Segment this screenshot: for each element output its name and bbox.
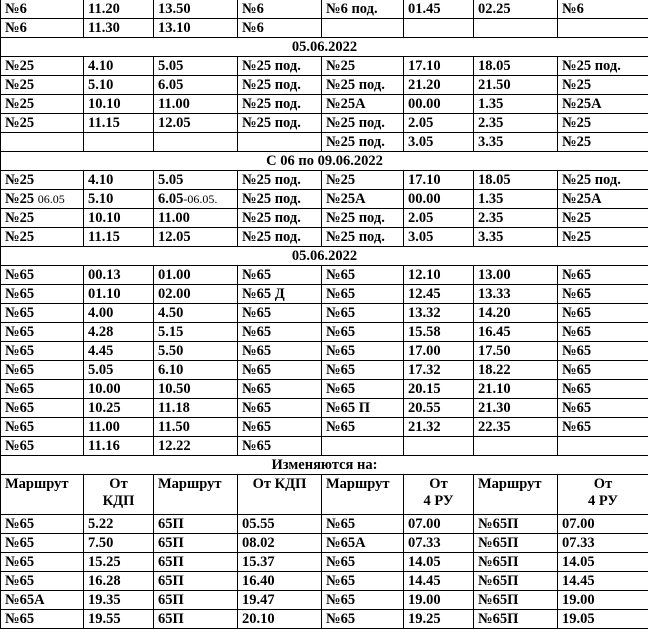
table-cell: 17.32 xyxy=(404,361,474,380)
table-cell: 13.50 xyxy=(154,0,238,19)
table-cell: 18.22 xyxy=(474,361,558,380)
table-cell: №65 xyxy=(322,572,404,591)
table-cell xyxy=(322,437,404,456)
table-cell: №25 под. xyxy=(322,228,404,247)
table-cell: №65П xyxy=(474,553,558,572)
table-cell: №6 xyxy=(238,0,322,19)
section-title: 05.06.2022 xyxy=(1,247,648,266)
table-cell: №65 xyxy=(558,266,648,285)
table-cell: №25 xyxy=(1,228,84,247)
table-cell: №25 под. xyxy=(238,95,322,114)
table-cell: 16.40 xyxy=(238,572,322,591)
table-cell: 65П xyxy=(154,591,238,610)
table-cell: №25 xyxy=(558,228,648,247)
table-row xyxy=(1,610,648,629)
table-cell: №65 xyxy=(1,418,84,437)
table-cell: №65 xyxy=(1,515,84,534)
table-row xyxy=(1,133,648,152)
table-cell: 22.35 xyxy=(474,418,558,437)
table-cell: 11.18 xyxy=(154,399,238,418)
table-cell: 01.45 xyxy=(404,0,474,19)
table-row xyxy=(1,228,648,247)
table-cell: 65П xyxy=(154,534,238,553)
table-cell: №25 xyxy=(558,114,648,133)
table-cell: №25 xyxy=(1,95,84,114)
table-cell: 10.10 xyxy=(84,95,154,114)
table-cell xyxy=(558,437,648,456)
table-cell: №65П xyxy=(474,572,558,591)
section-title: С 06 по 09.06.2022 xyxy=(1,152,648,171)
table-row xyxy=(1,0,648,19)
table-cell: 12.45 xyxy=(404,285,474,304)
table-cell: №65 xyxy=(238,361,322,380)
table-cell: 07.33 xyxy=(404,534,474,553)
arrival-note: -06.05. xyxy=(183,192,218,206)
table-cell: №65 xyxy=(558,304,648,323)
table-cell: 6.05-06.05. xyxy=(154,190,238,209)
table-cell: 11.16 xyxy=(84,437,154,456)
table-cell: №65 xyxy=(558,399,648,418)
column-header-from-4ru: От 4 РУ xyxy=(558,475,648,515)
table-cell: 15.25 xyxy=(84,553,154,572)
table-row xyxy=(1,209,648,228)
table-cell: 11.00 xyxy=(84,418,154,437)
table-cell: №25А xyxy=(558,190,648,209)
table-cell: №65П xyxy=(474,515,558,534)
table-cell xyxy=(474,19,558,38)
table-cell: №65 xyxy=(1,285,84,304)
table-cell: №65 xyxy=(322,323,404,342)
table-cell: 20.10 xyxy=(238,610,322,629)
table-row xyxy=(1,553,648,572)
table-cell: 18.05 xyxy=(474,171,558,190)
table-cell: 07.00 xyxy=(404,515,474,534)
table-cell: 5.15 xyxy=(154,323,238,342)
table-cell: 5.50 xyxy=(154,342,238,361)
table-cell: 17.00 xyxy=(404,342,474,361)
table-cell: №65 xyxy=(1,380,84,399)
table-cell: №65 xyxy=(322,361,404,380)
table-cell: №65 xyxy=(322,553,404,572)
table-cell: 13.00 xyxy=(474,266,558,285)
table-cell: 19.55 xyxy=(84,610,154,629)
table-header-row xyxy=(1,475,648,515)
table-row xyxy=(1,572,648,591)
table-cell: №25 06.05 xyxy=(1,190,84,209)
table-cell: №25 под. xyxy=(238,76,322,95)
table-cell: 65П xyxy=(154,610,238,629)
table-cell: №65 xyxy=(558,342,648,361)
table-cell: 19.05 xyxy=(558,610,648,629)
table-cell: №65 xyxy=(558,418,648,437)
table-cell: 5.05 xyxy=(84,361,154,380)
table-cell: №65 xyxy=(1,572,84,591)
table-cell: №25 под. xyxy=(558,171,648,190)
table-cell: 5.22 xyxy=(84,515,154,534)
table-cell: 4.00 xyxy=(84,304,154,323)
table-cell: 3.35 xyxy=(474,133,558,152)
table-cell: 3.35 xyxy=(474,228,558,247)
table-cell xyxy=(404,19,474,38)
table-cell: №25 xyxy=(322,171,404,190)
table-row xyxy=(1,418,648,437)
table-cell: №65 Д xyxy=(238,285,322,304)
table-cell: №65 xyxy=(1,553,84,572)
column-header-route: Маршрут xyxy=(154,475,238,515)
schedule-body xyxy=(1,0,648,629)
table-cell: №65П xyxy=(474,610,558,629)
table-cell: №6 xyxy=(1,0,84,19)
table-cell: 7.50 xyxy=(84,534,154,553)
table-cell: №65 xyxy=(1,342,84,361)
table-cell: №6 xyxy=(238,19,322,38)
table-cell: №65А xyxy=(322,534,404,553)
table-cell: №25 под. xyxy=(238,228,322,247)
table-cell: 14.45 xyxy=(404,572,474,591)
table-cell: №65 xyxy=(558,285,648,304)
table-cell: №6 xyxy=(1,19,84,38)
table-cell: №65 xyxy=(238,399,322,418)
table-cell: 11.50 xyxy=(154,418,238,437)
table-cell: №65 xyxy=(1,304,84,323)
table-cell: 11.15 xyxy=(84,228,154,247)
table-cell: 14.05 xyxy=(558,553,648,572)
table-cell: №65 xyxy=(322,591,404,610)
table-cell: №65 xyxy=(238,418,322,437)
table-row xyxy=(1,19,648,38)
table-cell: 00.00 xyxy=(404,190,474,209)
table-cell: 12.10 xyxy=(404,266,474,285)
table-cell: 5.05 xyxy=(154,57,238,76)
table-cell: 10.25 xyxy=(84,399,154,418)
table-cell: №65 xyxy=(322,266,404,285)
table-row xyxy=(1,323,648,342)
table-cell: 2.05 xyxy=(404,114,474,133)
table-cell: 4.28 xyxy=(84,323,154,342)
table-row xyxy=(1,266,648,285)
table-cell: 21.50 xyxy=(474,76,558,95)
table-cell: 15.58 xyxy=(404,323,474,342)
table-cell: 02.25 xyxy=(474,0,558,19)
table-cell: №25 под. xyxy=(558,57,648,76)
table-cell: 3.05 xyxy=(404,228,474,247)
table-cell: №25 под. xyxy=(322,76,404,95)
table-row xyxy=(1,190,648,209)
table-row xyxy=(1,515,648,534)
table-cell: №65 xyxy=(238,342,322,361)
table-cell: №65 xyxy=(1,610,84,629)
table-cell: 11.00 xyxy=(154,209,238,228)
table-cell: 21.32 xyxy=(404,418,474,437)
table-cell: 13.32 xyxy=(404,304,474,323)
column-header-route: Маршрут xyxy=(474,475,558,515)
table-cell: №65 xyxy=(1,323,84,342)
table-cell: 15.37 xyxy=(238,553,322,572)
table-cell: №25 под. xyxy=(238,57,322,76)
table-cell: 21.20 xyxy=(404,76,474,95)
table-cell: 19.25 xyxy=(404,610,474,629)
table-cell xyxy=(154,133,238,152)
table-cell: №25 xyxy=(558,133,648,152)
table-cell: 2.35 xyxy=(474,209,558,228)
table-cell: №65 xyxy=(1,534,84,553)
table-cell: 21.10 xyxy=(474,380,558,399)
table-cell: 4.10 xyxy=(84,57,154,76)
table-cell: 12.05 xyxy=(154,228,238,247)
table-cell: 17.50 xyxy=(474,342,558,361)
table-row xyxy=(1,114,648,133)
route-note: 06.05 xyxy=(37,192,65,206)
table-row xyxy=(1,399,648,418)
table-row xyxy=(1,380,648,399)
table-cell xyxy=(474,437,558,456)
table-cell: №65 xyxy=(1,437,84,456)
table-cell: 21.30 xyxy=(474,399,558,418)
table-cell: 20.15 xyxy=(404,380,474,399)
table-cell: №65 xyxy=(322,285,404,304)
table-cell: №25 под. xyxy=(238,209,322,228)
table-cell: №65 xyxy=(322,342,404,361)
table-cell: №65 П xyxy=(322,399,404,418)
table-cell xyxy=(84,133,154,152)
table-cell: 6.05 xyxy=(154,76,238,95)
table-cell: №65 xyxy=(322,610,404,629)
table-row xyxy=(1,342,648,361)
table-cell xyxy=(1,133,84,152)
table-cell: 00.00 xyxy=(404,95,474,114)
table-cell: 4.10 xyxy=(84,171,154,190)
table-cell: №65 xyxy=(238,380,322,399)
table-cell: №6 xyxy=(558,0,648,19)
table-cell: 02.00 xyxy=(154,285,238,304)
table-cell: 1.35 xyxy=(474,95,558,114)
table-cell: 5.10 xyxy=(84,190,154,209)
table-cell: №25 xyxy=(1,57,84,76)
table-cell: №25 xyxy=(558,76,648,95)
table-cell xyxy=(238,133,322,152)
table-cell: 4.50 xyxy=(154,304,238,323)
table-cell: 5.10 xyxy=(84,76,154,95)
table-cell: №65 xyxy=(558,361,648,380)
table-cell: №25 под. xyxy=(322,133,404,152)
table-cell: 01.10 xyxy=(84,285,154,304)
table-cell: 12.22 xyxy=(154,437,238,456)
table-cell: 20.55 xyxy=(404,399,474,418)
table-cell xyxy=(322,19,404,38)
table-cell: 10.00 xyxy=(84,380,154,399)
section-title: Изменяются на: xyxy=(1,456,648,475)
table-cell: №65 xyxy=(238,323,322,342)
table-cell xyxy=(558,19,648,38)
column-header-route: Маршрут xyxy=(322,475,404,515)
table-cell: 05.55 xyxy=(238,515,322,534)
table-row xyxy=(1,437,648,456)
table-cell: №25 под. xyxy=(322,209,404,228)
table-cell: 01.00 xyxy=(154,266,238,285)
table-cell: 2.35 xyxy=(474,114,558,133)
table-cell: №65 xyxy=(238,304,322,323)
table-cell: 13.33 xyxy=(474,285,558,304)
table-cell: 19.00 xyxy=(404,591,474,610)
table-cell: №65 xyxy=(1,266,84,285)
table-cell: №65П xyxy=(474,591,558,610)
table-cell: №25 xyxy=(1,76,84,95)
table-row xyxy=(1,95,648,114)
table-row xyxy=(1,285,648,304)
table-cell: 11.30 xyxy=(84,19,154,38)
table-cell: №65 xyxy=(558,380,648,399)
column-header-from-kdp: От КДП xyxy=(238,475,322,515)
table-row xyxy=(1,76,648,95)
table-cell xyxy=(404,437,474,456)
table-cell: 00.13 xyxy=(84,266,154,285)
section-title: 05.06.2022 xyxy=(1,38,648,57)
table-cell: 16.45 xyxy=(474,323,558,342)
column-header-from-kdp: От КДП xyxy=(84,475,154,515)
table-cell: №25 xyxy=(558,209,648,228)
table-cell: 4.45 xyxy=(84,342,154,361)
table-cell: №65 xyxy=(238,437,322,456)
table-cell: 11.00 xyxy=(154,95,238,114)
table-row xyxy=(1,171,648,190)
table-cell: №65 xyxy=(322,380,404,399)
column-header-from-4ru: От 4 РУ xyxy=(404,475,474,515)
table-cell: 19.47 xyxy=(238,591,322,610)
table-cell: №25 под. xyxy=(322,114,404,133)
table-cell: 07.00 xyxy=(558,515,648,534)
table-cell: №65 xyxy=(322,418,404,437)
table-cell: 08.02 xyxy=(238,534,322,553)
table-cell: 14.45 xyxy=(558,572,648,591)
table-cell: 11.15 xyxy=(84,114,154,133)
table-cell: 5.05 xyxy=(154,171,238,190)
table-cell: 10.10 xyxy=(84,209,154,228)
table-cell: №65А xyxy=(1,591,84,610)
table-cell: 11.20 xyxy=(84,0,154,19)
table-cell: 17.10 xyxy=(404,171,474,190)
table-cell: №25 xyxy=(1,171,84,190)
table-cell: №65П xyxy=(474,534,558,553)
table-cell: 12.05 xyxy=(154,114,238,133)
table-cell: 2.05 xyxy=(404,209,474,228)
table-row xyxy=(1,591,648,610)
table-cell: 18.05 xyxy=(474,57,558,76)
table-cell: №25 под. xyxy=(238,190,322,209)
table-cell: 19.00 xyxy=(558,591,648,610)
table-cell: №65 xyxy=(322,515,404,534)
table-cell: 14.20 xyxy=(474,304,558,323)
table-row xyxy=(1,361,648,380)
table-cell: 6.10 xyxy=(154,361,238,380)
table-cell: 65П xyxy=(154,515,238,534)
table-row xyxy=(1,57,648,76)
table-cell: №25 xyxy=(1,209,84,228)
table-cell: 16.28 xyxy=(84,572,154,591)
table-row xyxy=(1,534,648,553)
table-cell: №65 xyxy=(322,304,404,323)
table-cell: 65П xyxy=(154,553,238,572)
table-cell: №25 под. xyxy=(238,171,322,190)
table-cell: №25 xyxy=(322,57,404,76)
table-cell: 1.35 xyxy=(474,190,558,209)
table-cell: 13.10 xyxy=(154,19,238,38)
table-row xyxy=(1,304,648,323)
column-header-route: Маршрут xyxy=(1,475,84,515)
table-cell: 10.50 xyxy=(154,380,238,399)
table-cell: №65 xyxy=(1,361,84,380)
table-cell: 65П xyxy=(154,572,238,591)
table-cell: №65 xyxy=(1,399,84,418)
table-cell: №25А xyxy=(322,95,404,114)
table-cell: №65 xyxy=(238,266,322,285)
table-cell: №6 под. xyxy=(322,0,404,19)
table-cell: 17.10 xyxy=(404,57,474,76)
table-cell: 14.05 xyxy=(404,553,474,572)
table-cell: №25А xyxy=(322,190,404,209)
table-cell: №25А xyxy=(558,95,648,114)
table-cell: 3.05 xyxy=(404,133,474,152)
table-cell: №25 xyxy=(1,114,84,133)
table-cell: 07.33 xyxy=(558,534,648,553)
table-cell: №25 под. xyxy=(238,114,322,133)
table-cell: 19.35 xyxy=(84,591,154,610)
table-cell: №65 xyxy=(558,323,648,342)
